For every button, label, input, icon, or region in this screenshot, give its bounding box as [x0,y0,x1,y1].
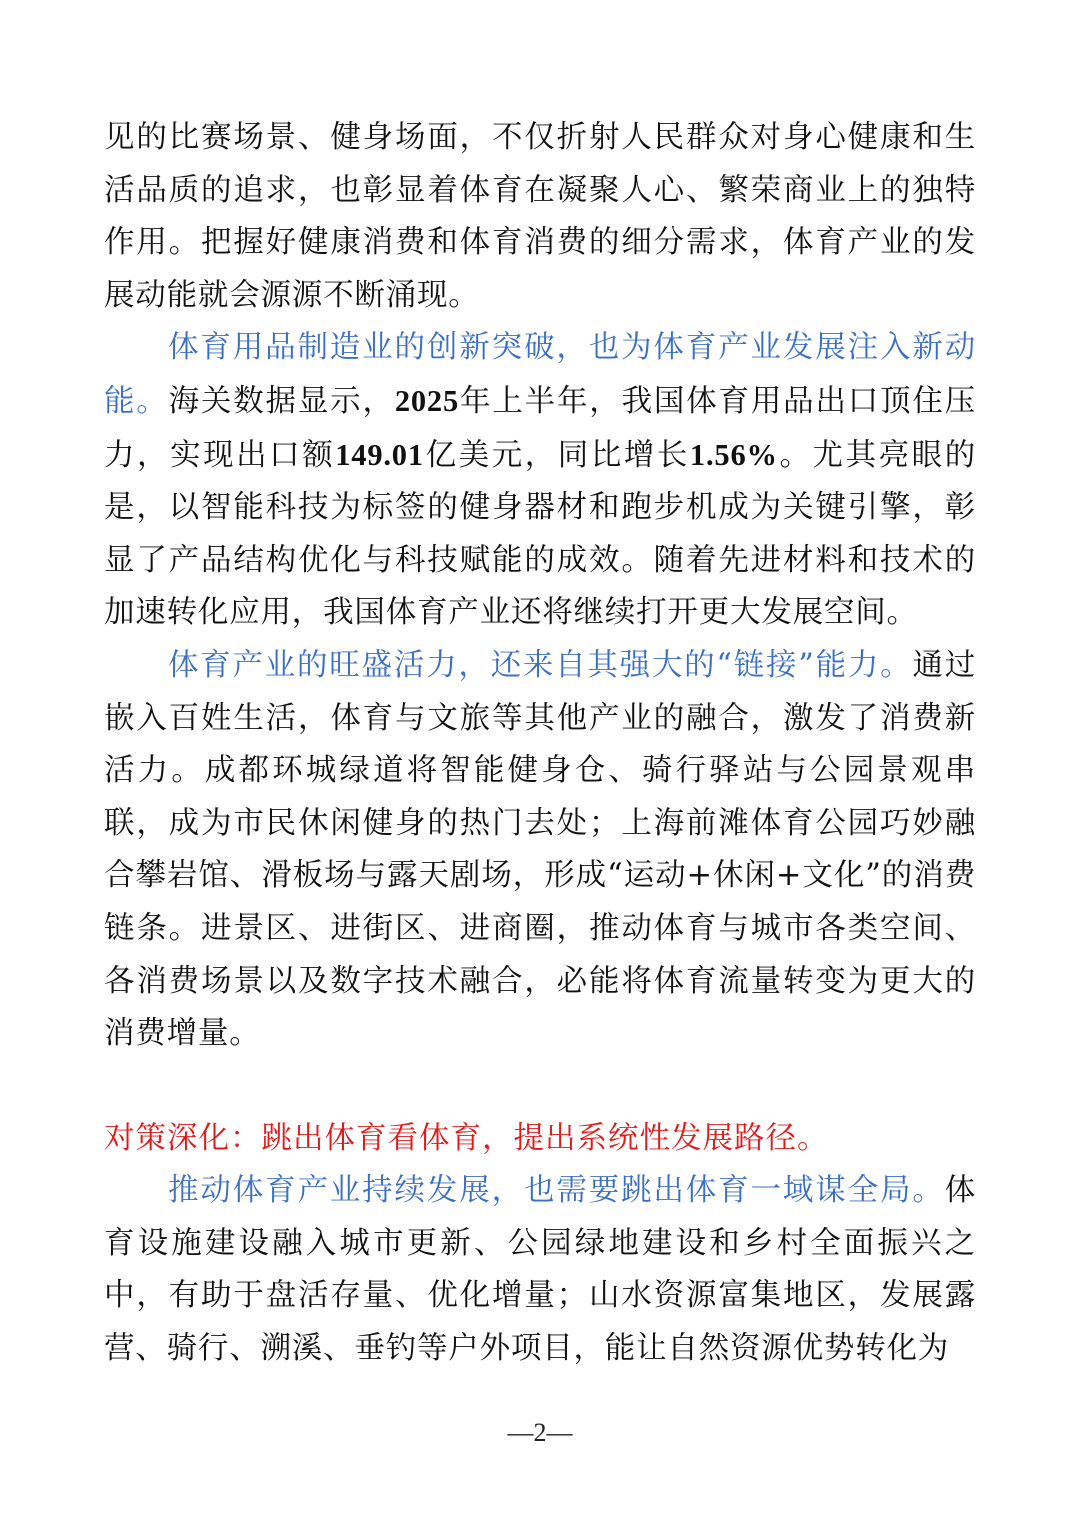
section-heading: 对策深化：跳出体育看体育，提出系统性发展路径。 [104,1120,829,1156]
export-value: 149.01 [335,437,424,472]
paragraph-text: 通过嵌入百姓生活，体育与文旅等其他产业的融合，激发了消费新活力。成都环城绿道将智能健身仓、骑行驿站与公园景观串联，成为市民休闲健身的热门去处；上海前滩体育公园巧妙融合攀岩馆、滑板场与露天剧场，形成“运动+休闲+文化”的消费链条。进景区、进街区、进商圈，推动体育与城市各类空间、各消费场景以及数字技术融合，必能将体育流量转变为更大的消费增量。 [104,647,976,1052]
lead-sentence: 推动体育产业持续发展，也需要跳出体育一域谋全局。 [168,1173,945,1209]
lead-sentence: 体育用品制造业的创新突破，也为体育产业发展注入新动能。 [104,330,976,419]
paragraph-4 [104,1165,976,1375]
paragraph-1 [104,112,976,322]
article-body [104,112,976,1376]
paragraph-text: 年上半年，我国体育用品出口顶住压力，实现出口额 [104,383,976,473]
paragraph-2 [104,322,976,640]
paragraph-text: 见的比赛场景、健身场面，不仅折射人民群众对身心健康和生活品质的追求，也彰显着体育在凝聚人心、繁荣商业上的独特作用。把握好健康消费和体育消费的细分需求，体育产业的发展动能就会源源不断涌现。 [104,120,976,313]
lead-sentence: 体育产业的旺盛活力，还来自其强大的“链接”能力。 [168,647,913,683]
paragraph-text: 海关数据显示， [168,383,395,419]
paragraph-text: 亿美元，同比增长 [423,437,690,473]
paragraph-text: 。尤其亮眼的是，以智能科技为标签的健身器材和跑步机成为关键引擎，彰显了产品结构优化与科技赋能的成效。随着先进材料和技术的加速转化应用，我国体育产业还将继续打开更大发展空间。 [104,437,976,631]
page-number: —2— [507,1418,573,1447]
paragraph-text: 体育设施建设融入城市更新、公园绿地建设和乡村全面振兴之中，有助于盘活存量、优化增量；山水资源富集地区，发展露营、骑行、溯溪、垂钓等户外项目，能让自然资源优势转化为 [104,1173,976,1367]
paragraph-3 [104,640,976,1061]
growth-value: 1.56% [689,437,778,472]
year-value: 2025 [394,383,460,418]
